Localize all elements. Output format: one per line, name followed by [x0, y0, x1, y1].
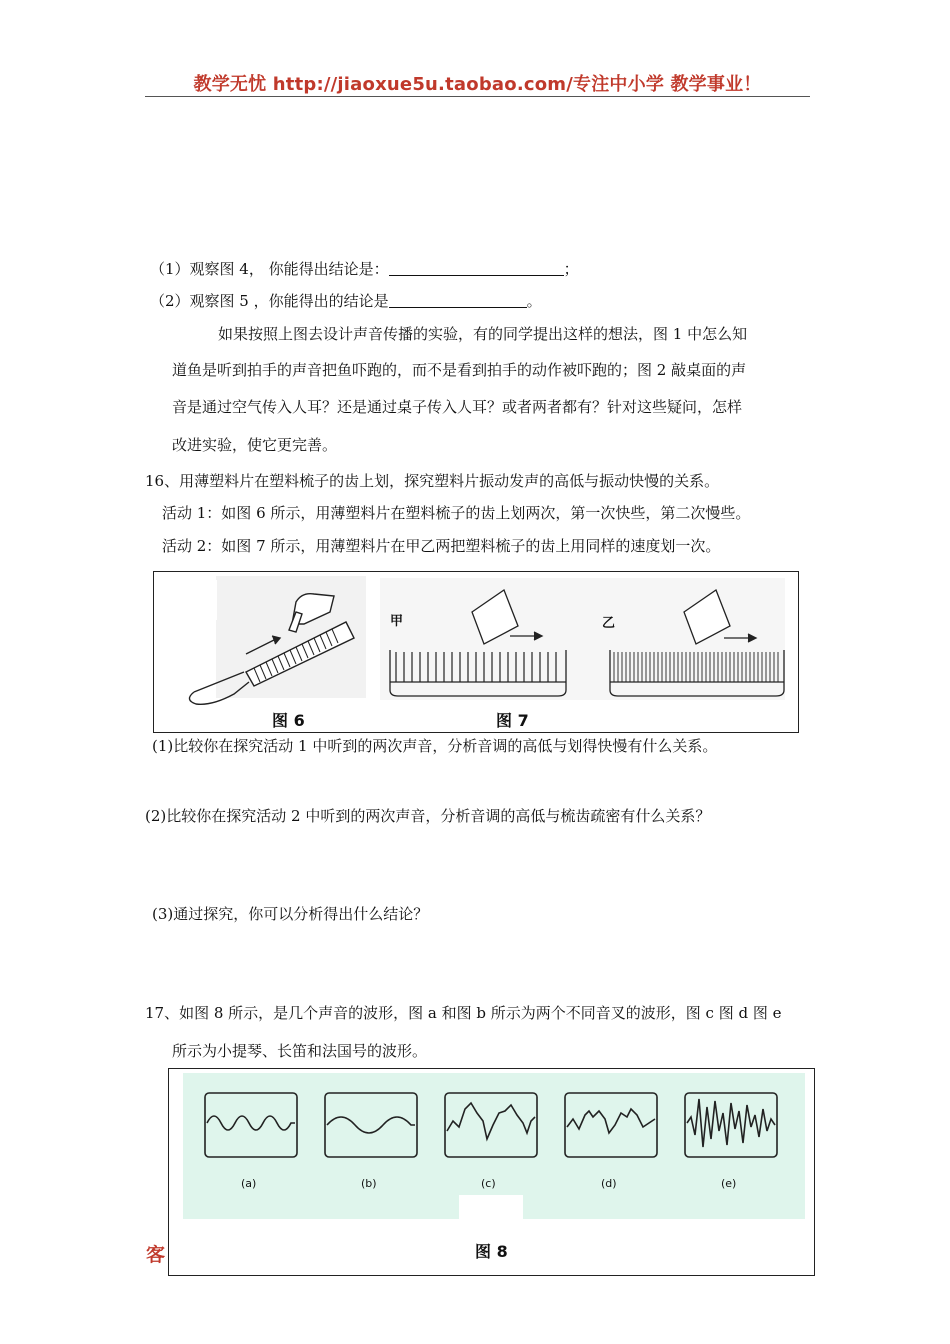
q15-para-line: 改进实验，使它更完善。 — [172, 436, 338, 454]
fig8-waveforms — [169, 1069, 814, 1219]
q15-para-line: 音是通过空气传入人耳？还是通过桌子传入人耳？或者两者都有？针对这些疑问，怎样 — [172, 398, 743, 416]
wave-frame-b — [325, 1093, 417, 1157]
wave-label-b: (b) — [361, 1177, 377, 1190]
wave-a — [207, 1116, 295, 1130]
comb-fig6 — [162, 576, 366, 704]
figure-6-7-drawing — [154, 572, 798, 732]
figure-8-box — [168, 1068, 815, 1276]
q17-stem-line1: 17、如图 8 所示，是几个声音的波形，图 a 和图 b 所示为两个不同音叉的波形，图 c 图 d 图 e — [145, 1004, 782, 1022]
q15-sub1: （1）观察图 4， 你能得出结论是： ； — [150, 260, 579, 278]
fig8-caption: 图 8 — [475, 1242, 508, 1261]
wave-frame-d — [565, 1093, 657, 1157]
wave-c — [447, 1103, 535, 1139]
fig7-caption: 图 7 — [496, 711, 529, 730]
page-header — [145, 70, 810, 97]
comb-fig7 — [380, 578, 785, 700]
wave-label-c: (c) — [481, 1177, 496, 1190]
q16-sub2: (2)比较你在探究活动 2 中听到的两次声音，分析音调的高低与梳齿疏密有什么关系？ — [145, 807, 711, 825]
header-text: 教学无忧 http://jiaoxue5u.taobao.com/专注中小学 教学事业！ — [193, 74, 762, 95]
wave-e — [687, 1099, 775, 1147]
fig7-label-jia: 甲 — [390, 614, 404, 629]
q16-sub1: (1)比较你在探究活动 1 中听到的两次声音，分析音调的高低与划得快慢有什么关系。 — [152, 737, 718, 755]
wave-b — [327, 1117, 415, 1133]
answer-blank[interactable] — [389, 261, 564, 276]
fig7-label-yi: 乙 — [602, 616, 616, 631]
wave-d — [567, 1109, 655, 1133]
answer-blank[interactable] — [389, 293, 527, 308]
red-fragment: 客 — [146, 1244, 166, 1266]
q15-sub2: （2）观察图 5 ，你能得出的结论是 。 — [150, 292, 542, 310]
q17-stem-line2: 所示为小提琴、长笛和法国号的波形。 — [172, 1042, 428, 1060]
wave-label-d: (d) — [601, 1177, 617, 1190]
q15-para-line: 道鱼是听到拍手的声音把鱼吓跑的，而不是看到拍手的动作被吓跑的；图 2 敲桌面的声 — [172, 361, 747, 379]
figure-6-7-box — [153, 571, 799, 733]
q15-para-line: 如果按照上图去设计声音传播的实验，有的同学提出这样的想法，图 1 中怎么知 — [218, 325, 748, 343]
q16-stem: 16、用薄塑料片在塑料梳子的齿上划，探究塑料片振动发声的高低与振动快慢的关系。 — [145, 472, 720, 490]
wave-label-a: (a) — [241, 1177, 257, 1190]
q16-sub3: (3)通过探究，你可以分析得出什么结论？ — [152, 905, 429, 923]
fig6-caption: 图 6 — [272, 711, 305, 730]
q16-activity1: 活动 1：如图 6 所示，用薄塑料片在塑料梳子的齿上划两次，第一次快些，第二次慢些。 — [162, 504, 751, 522]
wave-label-e: (e) — [721, 1177, 737, 1190]
q16-activity2: 活动 2：如图 7 所示，用薄塑料片在甲乙两把塑料梳子的齿上用同样的速度划一次。 — [162, 537, 721, 555]
